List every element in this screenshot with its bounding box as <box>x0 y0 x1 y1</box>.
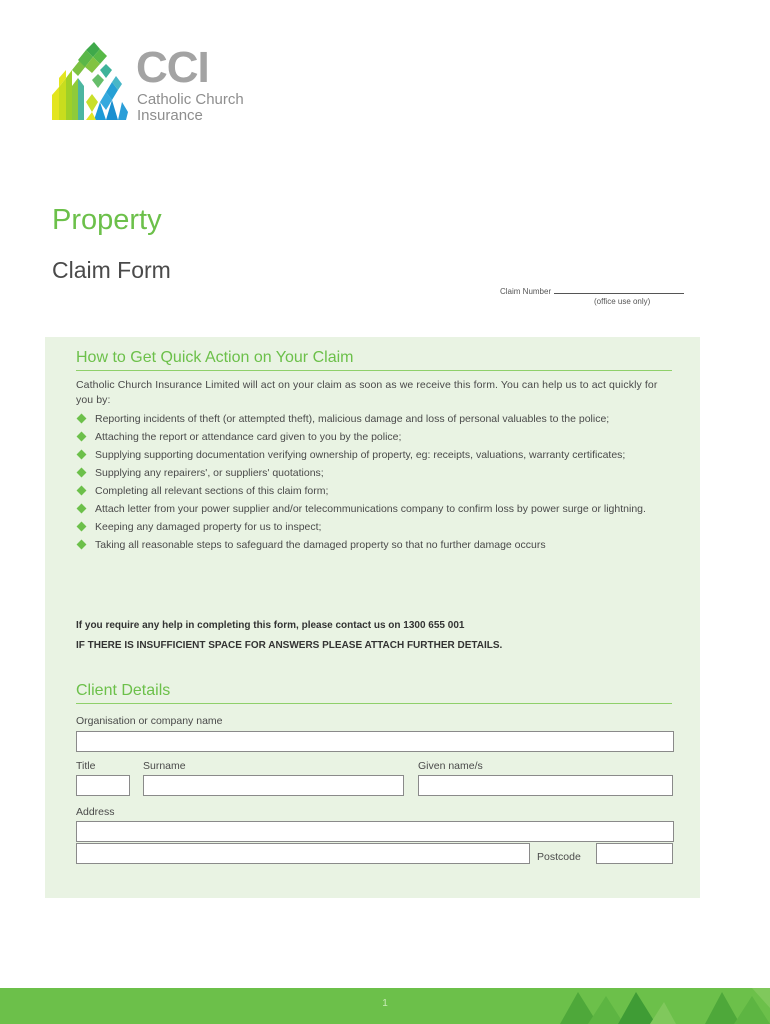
diamond-bullet-icon <box>77 504 87 514</box>
diamond-bullet-icon <box>77 468 87 478</box>
list-item: Supplying any repairers', or suppliers' quotations; <box>76 466 676 481</box>
given-name-label: Given name/s <box>418 760 483 772</box>
diamond-bullet-icon <box>77 450 87 460</box>
list-item: Supplying supporting documentation verifying ownership of property, eg: receipts, valuations, warranty certificates; <box>76 448 676 463</box>
title-field[interactable] <box>76 775 130 796</box>
postcode-field[interactable] <box>596 843 673 864</box>
insufficient-space-notice: IF THERE IS INSUFFICIENT SPACE FOR ANSWERS PLEASE ATTACH FURTHER DETAILS. <box>76 640 503 651</box>
claim-number-field[interactable] <box>554 286 684 294</box>
organisation-field[interactable] <box>76 731 674 752</box>
surname-field[interactable] <box>143 775 404 796</box>
address-label: Address <box>76 806 115 818</box>
diamond-bullet-icon <box>77 522 87 532</box>
brand-abbreviation: CCI <box>136 43 209 92</box>
diamond-bullet-icon <box>77 486 87 496</box>
address-field-line2[interactable] <box>76 843 530 864</box>
quick-action-list <box>76 412 676 556</box>
list-item: Reporting incidents of theft (or attempted theft), malicious damage and loss of personal valuables to the police; <box>76 412 676 427</box>
list-item: Completing all relevant sections of this claim form; <box>76 484 676 499</box>
postcode-label: Postcode <box>537 851 581 863</box>
cci-logo <box>50 40 280 125</box>
brand-name <box>137 92 244 124</box>
form-subtitle: Claim Form <box>52 257 171 283</box>
logo-mark-icon <box>50 40 134 124</box>
diamond-bullet-icon <box>77 414 87 424</box>
claim-number-label: Claim Number <box>500 287 552 296</box>
page-footer <box>0 988 770 1024</box>
title-label: Title <box>76 760 96 772</box>
brand-name-line2: Insurance <box>137 107 203 124</box>
list-item: Keeping any damaged property for us to inspect; <box>76 520 676 535</box>
diamond-bullet-icon <box>77 432 87 442</box>
help-contact-line: If you require any help in completing this form, please contact us on 1300 655 001 <box>76 620 465 631</box>
quick-action-intro: Catholic Church Insurance Limited will act on your claim as soon as we receive this form. You can help us to act quickly for you by: <box>76 379 658 406</box>
list-item: Attach letter from your power supplier and/or telecommunications company to confirm loss by power surge or lightning. <box>76 502 676 517</box>
claim-number-row <box>500 286 684 296</box>
list-item: Attaching the report or attendance card given to you by the police; <box>76 430 676 445</box>
office-use-note: (office use only) <box>594 297 651 306</box>
page-number: 1 <box>382 998 388 1009</box>
quick-action-heading: How to Get Quick Action on Your Claim <box>76 348 672 371</box>
surname-label: Surname <box>143 760 186 772</box>
given-name-field[interactable] <box>418 775 673 796</box>
client-details-heading: Client Details <box>76 681 672 704</box>
brand-name-line1: Catholic Church <box>137 91 244 108</box>
list-item: Taking all reasonable steps to safeguard the damaged property so that no further damage occurs <box>76 538 676 553</box>
form-title: Property <box>52 204 162 236</box>
organisation-label: Organisation or company name <box>76 715 223 727</box>
address-field-line1[interactable] <box>76 821 674 842</box>
diamond-bullet-icon <box>77 540 87 550</box>
